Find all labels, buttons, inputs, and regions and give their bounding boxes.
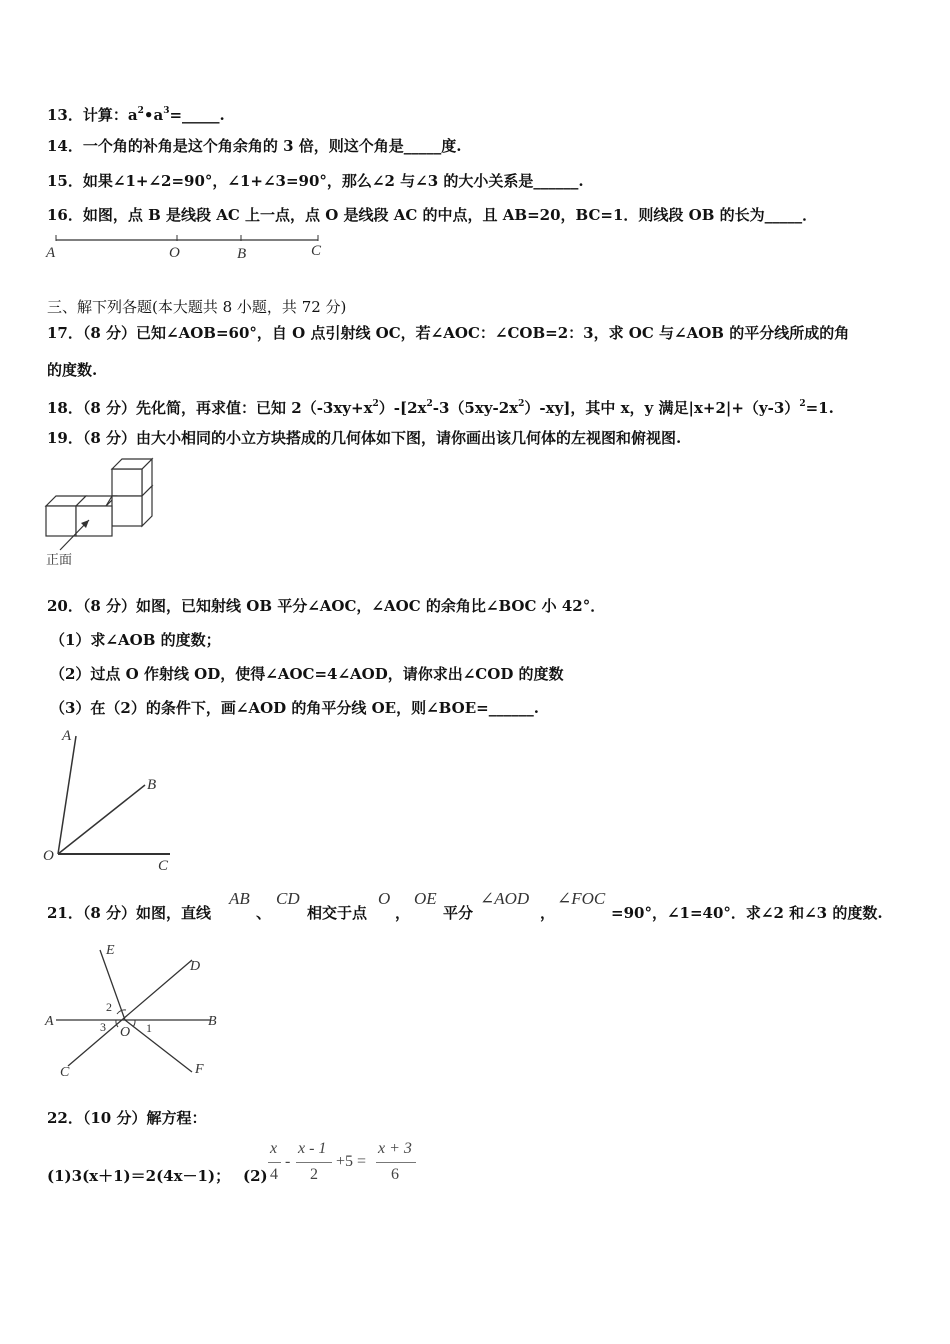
cube-figure [40,454,170,570]
q21-OE: OE [414,889,437,908]
label-B: B [208,1014,217,1029]
q21-tail: =90°，∠1=40°．求∠2 和∠3 的度数. [611,904,883,922]
q18-exp2: 2 [426,399,433,409]
q21-AB: AB [229,889,250,908]
q21-CD: CD [276,889,300,908]
q18-exp1: 2 [372,399,379,409]
question-21-pre: 21．（8 分）如图，直线 [47,904,212,922]
q16-text: 如图，点 B 是线段 AC 上一点，点 O 是线段 AC 的中点，且 AB=20，BC=1．则线段 OB 的长为_____． [82,206,818,224]
q20-part-2: （2）过点 O 作射线 OD，使得∠AOC=4∠AOD，请你求出∠COD 的度数 [50,665,564,683]
q13-number: 13． [47,106,83,124]
q22-part-1: (1)3(x＋1)＝2(4x－1)； [47,1167,231,1185]
question-20: 20．（8 分）如图，已知射线 OB 平分∠AOC，∠AOC 的余角比∠BOC 小 42°． [47,597,606,615]
question-17-line2: 的度数. [47,361,98,379]
q13-text: 计算：a [82,106,138,124]
q21-sep: 、 [256,904,272,922]
angle-figure [40,724,190,874]
frac3-numerator: x + 3 [378,1140,412,1157]
label-C: C [158,858,169,874]
label-B: B [237,246,247,262]
question-17-line1: 17．（8 分）已知∠AOB=60°，自 O 点引射线 OC，若∠AOC：∠COB=2：3，求 OC 与∠AOB 的平分线所成的角 [47,324,850,342]
angle-3-label: 3 [100,1020,106,1034]
question-18 [47,394,834,418]
label-F: F [195,1062,204,1077]
q14-number: 14． [47,137,83,155]
label-O: O [120,1025,131,1040]
label-D: D [190,959,201,974]
minus-sign: - [285,1153,291,1170]
q18-end: =1. [805,399,834,417]
q18-m1: ）-[2x [378,399,427,417]
q21-mid: 相交于点 [307,904,368,922]
frac1-numerator: x [270,1140,278,1157]
q20-part-1: （1）求∠AOB 的度数； [50,631,221,649]
question-14 [47,136,461,156]
frac1-denominator: 4 [270,1166,278,1183]
frac2-denominator: 2 [310,1166,318,1183]
q18-pre: 18．（8 分）先化简，再求值：已知 2（-3xy+x [47,399,373,417]
frac2-numerator: x - 1 [298,1140,327,1157]
q21-comma: ， [395,904,411,922]
front-label: 正面 [46,553,73,568]
q18-exp3: 2 [518,399,525,409]
lines-figure [40,940,230,1085]
question-15 [47,171,584,191]
q16-number: 16． [47,206,83,224]
q21-AOD: ∠AOD [480,889,530,908]
question-16 [47,205,817,225]
label-O: O [43,848,54,864]
q13-exponent-1: 2 [137,106,144,116]
q15-number: 15． [47,172,83,190]
q18-exp4: 2 [799,399,806,409]
q22-part-2-label: (2) [243,1167,268,1185]
q20-part-3: （3）在（2）的条件下，画∠AOD 的角平分线 OE，则∠BOE=______. [50,699,539,717]
frac3-bar [376,1162,416,1163]
label-E: E [106,943,115,958]
q14-text: 一个角的补角是这个角余角的 3 倍，则这个角是_____度. [82,137,462,155]
plus-five-equals: +5 = [336,1153,367,1170]
label-A: A [46,245,56,261]
q21-FOC: ∠FOC [557,889,606,908]
label-B: B [147,777,157,793]
angle-2-label: 2 [106,1000,112,1014]
q18-m3: ）-xy]，其中 x，y 满足|x+2|+（y-3） [524,399,800,417]
question-19: 19．（8 分）由大小相同的小立方块搭成的几何体如下图，请你画出该几何体的左视图和俯视图. [47,429,682,447]
question-13 [47,101,225,125]
label-A: A [45,1014,54,1029]
label-O: O [169,245,180,261]
q13-mid: •a [143,106,164,124]
question-22: 22．（10 分）解方程： [47,1109,207,1127]
q21-comma2: ， [540,904,556,922]
section-heading: 三、解下列各题(本大题共 8 小题，共 72 分) [47,298,347,316]
segment-figure [40,230,340,266]
frac1-bar [268,1162,281,1163]
q15-text: 如果∠1+∠2=90°，∠1+∠3=90°，那么∠2 与∠3 的大小关系是______. [82,172,584,190]
frac3-denominator: 6 [391,1166,399,1183]
label-A: A [62,728,72,744]
frac2-bar [296,1162,332,1163]
angle-1-label: 1 [146,1021,152,1035]
q21-O: O [378,889,391,908]
q18-m2: -3（5xy-2x [432,399,519,417]
q21-bisect: 平分 [443,904,474,922]
label-C: C [311,243,322,259]
label-C: C [60,1065,70,1080]
q13-exponent-2: 3 [163,106,170,116]
q13-tail: =_____. [169,106,225,124]
